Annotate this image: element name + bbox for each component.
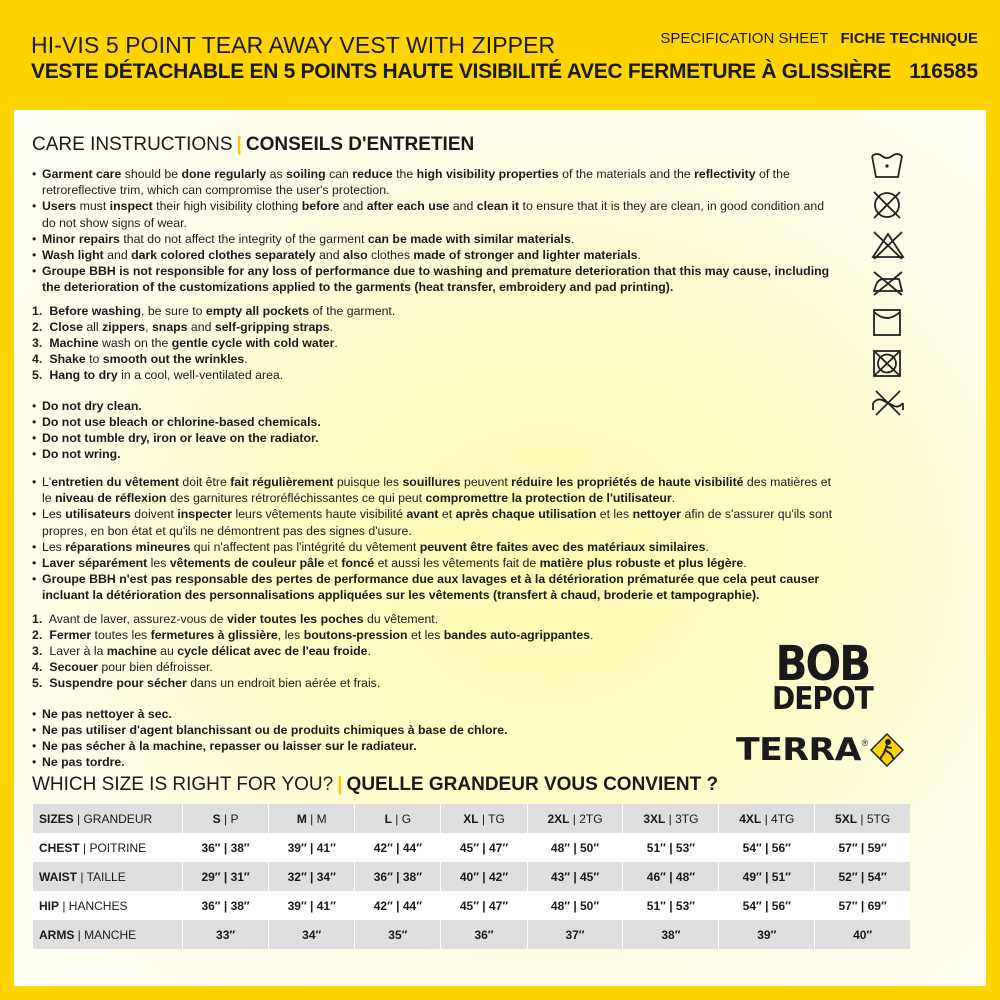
row-label: ARMS | MANCHE (33, 920, 183, 949)
size-header-cell: 5XL | 5TG (815, 804, 910, 833)
terra-wordmark: TERRA (736, 732, 861, 768)
measurement-cell: 46″ | 48″ (623, 862, 719, 891)
sizes-title-fr: QUELLE GRANDEUR VOUS CONVIENT ? (346, 774, 719, 795)
title-separator: | (337, 774, 343, 795)
header-band (14, 14, 986, 110)
care-title-en: CARE INSTRUCTIONS (32, 134, 233, 155)
list-item: • Ne pas sécher à la machine, repasser ou laisser sur le radiateur. (32, 738, 838, 754)
list-item: • Groupe BBH n'est pas responsable des pertes de performance due aux lavages et à la détérioration prématurée que cela peut causer incluant la détérioration des personnalisations appliquées sur les vêtements (transfert à chaud, broderie et tampographie). (32, 571, 838, 603)
measurement-cell: 37″ (527, 920, 623, 949)
measurement-cell: 54″ | 56″ (719, 891, 815, 920)
title-separator: | (236, 134, 242, 155)
measurement-cell: 36″ | 38″ (355, 862, 441, 891)
list-item: • Minor repairs that do not affect the integrity of the garment can be made with similar materials. (32, 231, 838, 247)
measurement-cell: 32″ | 34″ (269, 862, 355, 891)
care-title-fr: CONSEILS D'ENTRETIEN (245, 134, 475, 155)
measurement-cell: 36″ (441, 920, 527, 949)
list-item: • Wash light and dark colored clothes separately and also clothes made of stronger and lighter materials. (32, 247, 838, 263)
measurement-cell: 40″ (815, 920, 910, 949)
sizes-section-title (32, 774, 718, 796)
measurement-cell: 52″ | 54″ (815, 862, 910, 891)
list-item: 1. Before washing, be sure to empty all pockets of the garment. (32, 303, 396, 318)
measurement-cell: 45″ | 47″ (441, 891, 527, 920)
size-chart (32, 804, 910, 949)
measurement-cell: 51″ | 53″ (623, 891, 719, 920)
list-item: 2. Close all zippers, snaps and self-gripping straps. (32, 319, 334, 334)
care-en-donts (32, 398, 838, 463)
row-label: SIZES | GRANDEUR (33, 804, 183, 833)
table-row (33, 891, 911, 920)
measurement-cell: 45″ | 47″ (441, 833, 527, 862)
size-header-cell: M | M (269, 804, 355, 833)
list-item: • Groupe BBH is not responsible for any loss of performance due to washing and premature deterioration that this may cause, including the deterioration of the customizations applied to the garments (heat transfer, embroidery and pad printing). (32, 263, 838, 295)
care-en-bullets (32, 166, 838, 296)
list-item: • Do not use bleach or chlorine-based chemicals. (32, 414, 838, 430)
no-bleach-icon (870, 230, 906, 260)
measurement-cell: 39″ | 41″ (269, 891, 355, 920)
bob-depot-logo (772, 635, 873, 717)
row-label: CHEST | POITRINE (33, 833, 183, 862)
measurement-cell: 33″ (183, 920, 269, 949)
table-row (33, 920, 911, 949)
list-item: 3. Laver à la machine au cycle délicat avec de l'eau froide. (32, 644, 371, 659)
measurement-cell: 48″ | 50″ (527, 833, 623, 862)
sizes-title-en: WHICH SIZE IS RIGHT FOR YOU? (32, 774, 334, 795)
measurement-cell: 40″ | 42″ (441, 862, 527, 891)
line-dry-icon (870, 306, 904, 338)
list-item: • Users must inspect their high visibility clothing before and after each use and clean it to ensure that it is they are clean, in good condition and do not show signs of wear. (32, 198, 838, 230)
bob-logo-line2: DEPOT (772, 680, 873, 717)
measurement-cell: 51″ | 53″ (623, 833, 719, 862)
measurement-cell: 29″ | 31″ (183, 862, 269, 891)
measurement-cell: 42″ | 44″ (355, 891, 441, 920)
list-item: 5. Suspendre pour sécher dans un endroit bien aérée et frais. (32, 676, 381, 691)
measurement-cell: 39″ (719, 920, 815, 949)
list-item: • Do not wring. (32, 446, 838, 462)
list-item: • Garment care should be done regularly as soiling can reduce the high visibility properties of the materials and the reflectivity of the retroreflective trim, which can compromise the user's protection. (32, 166, 838, 198)
measurement-cell: 54″ | 56″ (719, 833, 815, 862)
size-header-cell: S | P (183, 804, 269, 833)
product-title-en: HI-VIS 5 POINT TEAR AWAY VEST WITH ZIPPER (31, 32, 556, 58)
care-fr-block (32, 474, 838, 770)
list-item: • Ne pas nettoyer à sec. (32, 706, 838, 722)
no-iron-icon (870, 269, 906, 297)
measurement-cell: 43″ | 45″ (527, 862, 623, 891)
list-item: • L'entretien du vêtement doit être fait régulièrement puisque les souillures peuvent réduire les propriétés de haute visibilité des matières et le niveau de réflexion des garnitures rétroréfléchissantes ce qui peut compromettre la protection de l'utilisateur. (32, 474, 838, 506)
row-label: WAIST | TAILLE (33, 862, 183, 891)
list-item: 1. Avant de laver, assurez-vous de vider toutes les poches du vêtement. (32, 611, 439, 626)
measurement-cell: 35″ (355, 920, 441, 949)
measurement-cell: 36″ | 38″ (183, 891, 269, 920)
measurement-cell: 38″ (623, 920, 719, 949)
measurement-cell: 42″ | 44″ (355, 833, 441, 862)
list-item: 3. Machine wash on the gentle cycle with cold water. (32, 336, 338, 351)
measurement-cell: 36″ | 38″ (183, 833, 269, 862)
list-item: • Les réparations mineures qui n'affectent pas l'intégrité du vêtement peuvent être faites avec des matériaux similaires. (32, 539, 838, 555)
measurement-cell: 39″ | 41″ (269, 833, 355, 862)
size-header-cell: 4XL | 4TG (719, 804, 815, 833)
measurement-cell: 34″ (269, 920, 355, 949)
no-tumble-dry-icon (870, 347, 904, 379)
spec-sheet-label (660, 30, 978, 47)
table-row (33, 804, 911, 833)
list-item: 2. Fermer toutes les fermetures à glissière, les boutons-pression et les bandes auto-agrippantes. (32, 627, 594, 642)
table-row (33, 862, 911, 891)
list-item: • Do not dry clean. (32, 398, 838, 414)
no-wring-icon (870, 388, 906, 418)
spec-label-fr: FICHE TECHNIQUE (840, 30, 978, 47)
table-row (33, 833, 911, 862)
list-item: 4. Shake to smooth out the wrinkles. (32, 352, 248, 367)
spec-label-en: SPECIFICATION SHEET (660, 30, 829, 47)
list-item: • Ne pas tordre. (32, 754, 838, 770)
list-item: • Do not tumble dry, iron or leave on the radiator. (32, 430, 838, 446)
care-section-title (32, 134, 474, 156)
care-fr-bullets (32, 474, 838, 604)
measurement-cell: 48″ | 50″ (527, 891, 623, 920)
product-title-fr: VESTE DÉTACHABLE EN 5 POINTS HAUTE VISIBILITÉ AVEC FERMETURE À GLISSIÈRE (31, 60, 892, 83)
measurement-cell: 57″ | 69″ (815, 891, 910, 920)
bob-logo-line1: BOB (775, 635, 870, 692)
product-sku: 116585 (909, 60, 978, 83)
care-en-block (32, 166, 838, 462)
registered-mark: ® (861, 738, 869, 748)
list-item: • Ne pas utiliser d'agent blanchissant ou de produits chimiques à base de chlore. (32, 722, 838, 738)
size-header-cell: XL | TG (441, 804, 527, 833)
care-symbols (870, 150, 910, 427)
care-en-steps (32, 303, 838, 384)
care-fr-steps (32, 611, 838, 692)
size-header-cell: 2XL | 2TG (527, 804, 623, 833)
spec-sheet (14, 14, 986, 986)
care-fr-donts (32, 706, 838, 771)
no-dry-clean-icon (870, 189, 904, 221)
measurement-cell: 49″ | 51″ (719, 862, 815, 891)
wash-30-icon (870, 150, 904, 180)
list-item: 5. Hang to dry in a cool, well-ventilated area. (32, 368, 284, 383)
list-item: • Les utilisateurs doivent inspecter leurs vêtements haute visibilité avant et après chaque utilisation et les nettoyer afin de s'assurer qu'ils sont propres, en bon état et qu'ils ne démontrent pas des signes d'usure. (32, 506, 838, 538)
list-item: 4. Secouer pour bien défroisser. (32, 660, 213, 675)
size-header-cell: L | G (355, 804, 441, 833)
measurement-cell: 57″ | 59″ (815, 833, 910, 862)
row-label: HIP | HANCHES (33, 891, 183, 920)
terra-logo (736, 732, 904, 768)
list-item: • Laver séparément les vêtements de couleur pâle et foncé et aussi les vêtements fait de matière plus robuste et plus légère. (32, 555, 838, 571)
terra-worker-icon (870, 733, 904, 767)
size-header-cell: 3XL | 3TG (623, 804, 719, 833)
